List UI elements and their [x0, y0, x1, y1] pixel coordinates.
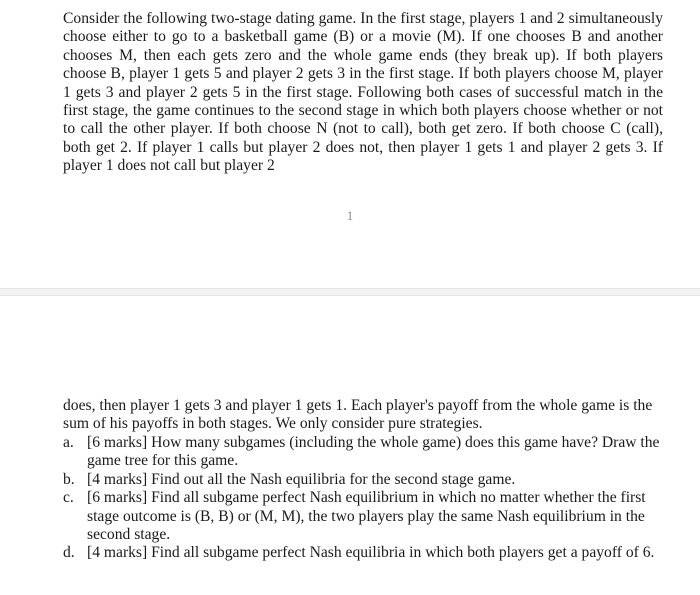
question-marker: a. [63, 434, 74, 451]
question-item-c [63, 489, 663, 544]
question-item-a [63, 434, 663, 471]
question-item-d [63, 544, 663, 562]
question-text: [4 marks] Find out all the Nash equilibria for the second stage game. [87, 470, 516, 488]
question-item-b [63, 471, 663, 489]
question-text: [6 marks] How many subgames (including the whole game) does this game have? Draw the game tree for this game. [87, 434, 660, 470]
question-text: [4 marks] Find all subgame perfect Nash equilibria in which both players get a payoff of 6. [87, 544, 655, 562]
question-list [63, 434, 663, 563]
document-page-2 [0, 296, 700, 595]
document-page-1 [0, 0, 700, 288]
question-text: [6 marks] Find all subgame perfect Nash equilibrium in which no matter whether the first stage outcome is (B, B) or (M, M), the two players play the same Nash equilibrium in the second stage. [87, 489, 646, 544]
page-number: 1 [346, 208, 354, 223]
question-marker: d. [63, 544, 75, 562]
question-marker: b. [63, 470, 75, 488]
problem-statement-paragraph: Consider the following two-stage dating game. In the first stage, players 1 and 2 simultaneously choose either to go to a basketball game (B) or a movie (M). If one chooses B and another chooses M, then each gets zero and the whole game ends (they break up). If both players choose B, player 1 gets 5 and player 2 gets 3 in the first stage. If both players choose M, player 1 gets 3 and player 2 gets 5 in the first stage. Following both cases of successful match in the first stage, the game continues to the second stage in which both players choose whether or not to call the other player. If both choose N (not to call), both get zero. If both choose C (call), both get 2. If player 1 calls but player 2 does not, then player 1 gets 1 and player 2 gets 3. If player 1 does not call but player 2 [63, 10, 663, 175]
problem-statement-continuation: does, then player 1 gets 3 and player 1 gets 1. Each player's payoff from the whole game is the sum of his payoffs in both stages. We only consider pure strategies. [63, 397, 653, 433]
question-marker: c. [63, 489, 74, 507]
page-separator [0, 288, 700, 296]
